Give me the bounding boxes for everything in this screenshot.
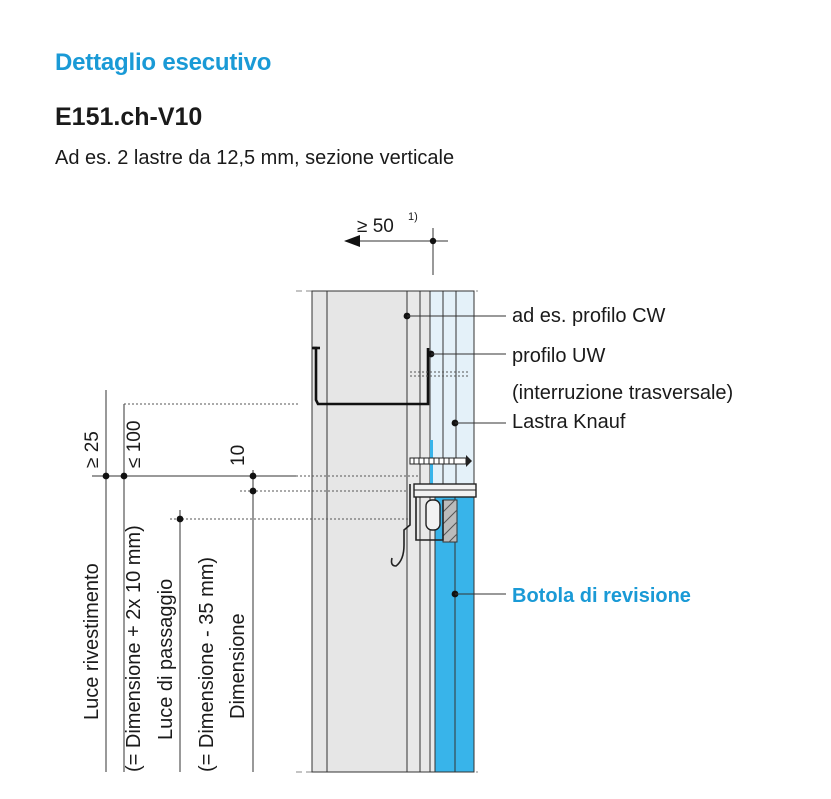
top-dimension	[344, 211, 448, 275]
wall-section	[296, 291, 478, 772]
callout-profilo-uw: profilo UW	[512, 345, 606, 367]
callout-profilo-cw: ad es. profilo CW	[512, 305, 666, 327]
label-dim-plus: (= Dimensione + 2x 10 mm)	[123, 525, 145, 772]
revision-panel-blue-2	[455, 497, 474, 772]
board-left-inner	[327, 291, 407, 772]
label-dimensione: Dimensione	[227, 613, 249, 719]
dim-ten: 10	[228, 444, 249, 466]
section-title: Dettaglio esecutivo	[55, 49, 272, 76]
revision-panel-light	[430, 497, 435, 772]
detail-code: E151.ch-V10	[55, 103, 203, 131]
dim-top-note: 1)	[408, 211, 418, 223]
callout-lastra: Lastra Knauf	[512, 411, 626, 433]
board-left-outer	[312, 291, 327, 772]
label-luce-rivestimento: Luce rivestimento	[81, 563, 103, 720]
callout-interruzione: (interruzione trasversale)	[512, 382, 734, 404]
board-right-3	[456, 291, 474, 484]
callout-botola: Botola di revisione	[512, 585, 691, 607]
label-luce-passaggio: Luce di passaggio	[155, 578, 177, 740]
dim-max-100: ≤ 100	[124, 420, 145, 468]
label-dim-minus: (= Dimensione - 35 mm)	[196, 556, 218, 772]
board-mid-1	[407, 291, 420, 772]
dim-min-25: ≥ 25	[82, 431, 103, 468]
dim-top-offset: ≥ 50	[357, 216, 394, 237]
board-right-2	[443, 291, 456, 484]
detail-subtitle: Ad es. 2 lastre da 12,5 mm, sezione verticale	[55, 147, 455, 169]
